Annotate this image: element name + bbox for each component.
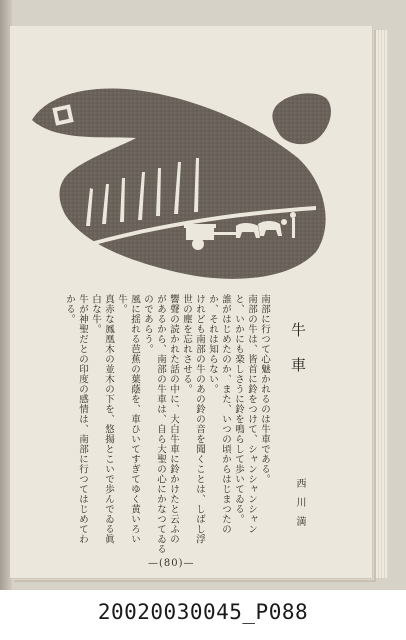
text-column: 南部の牛は、皆首に鈴をつけて、シャンシャンシャン — [246, 294, 257, 534]
catalog-id-caption: 20020030045_P088 — [97, 600, 309, 624]
page-number: —(80)— — [148, 558, 195, 569]
text-column: のであらう。 — [142, 294, 153, 354]
text-column: かる。 — [64, 294, 75, 324]
woodcut-small-blob — [272, 93, 331, 144]
text-column: があるから、南部の牛車は、自ら大聖の心にかなつてゐる — [155, 294, 166, 554]
text-column: 白な牛。 — [90, 294, 101, 334]
text-column: けれども南部の牛のあの鈴の音を聞くことは、しばし浮 — [194, 294, 205, 544]
text-column: 南部に行つて心魅かれるのは牛車である。 — [259, 294, 270, 484]
text-column: 世の塵を忘れさせる。 — [181, 294, 192, 394]
text-column: か、それは知らない。 — [207, 294, 218, 394]
article-title: 牛車 — [289, 322, 307, 392]
text-column: と、いかにも楽しさうに鈴を鳴らして歩いてゐる。 — [233, 294, 244, 524]
text-column: 風に揺れる芭蕉の葉蔭を、車ひいてすぎてゆく黄いろい — [129, 294, 140, 544]
text-column: 牛。 — [116, 294, 127, 314]
text-column: 誰がはじめたのか、また、いつの頃からはじまつたの — [220, 294, 231, 534]
text-column: 真赤な鳳凰木の並木の下を、悠揚とこいで歩んでゐる眞 — [103, 294, 114, 544]
ox-cart-woodcut-illustration — [26, 76, 346, 284]
author-name: 西川満 — [294, 478, 305, 535]
text-column: 牛が神聖だとの印度の感情は、南部に行つてはじめてわ — [77, 294, 88, 544]
book-page — [10, 26, 372, 578]
page-edges — [372, 30, 388, 578]
text-column: 響聲の読かれた話の中に、大白牛車に鈴かけたと云ふの — [168, 294, 179, 544]
